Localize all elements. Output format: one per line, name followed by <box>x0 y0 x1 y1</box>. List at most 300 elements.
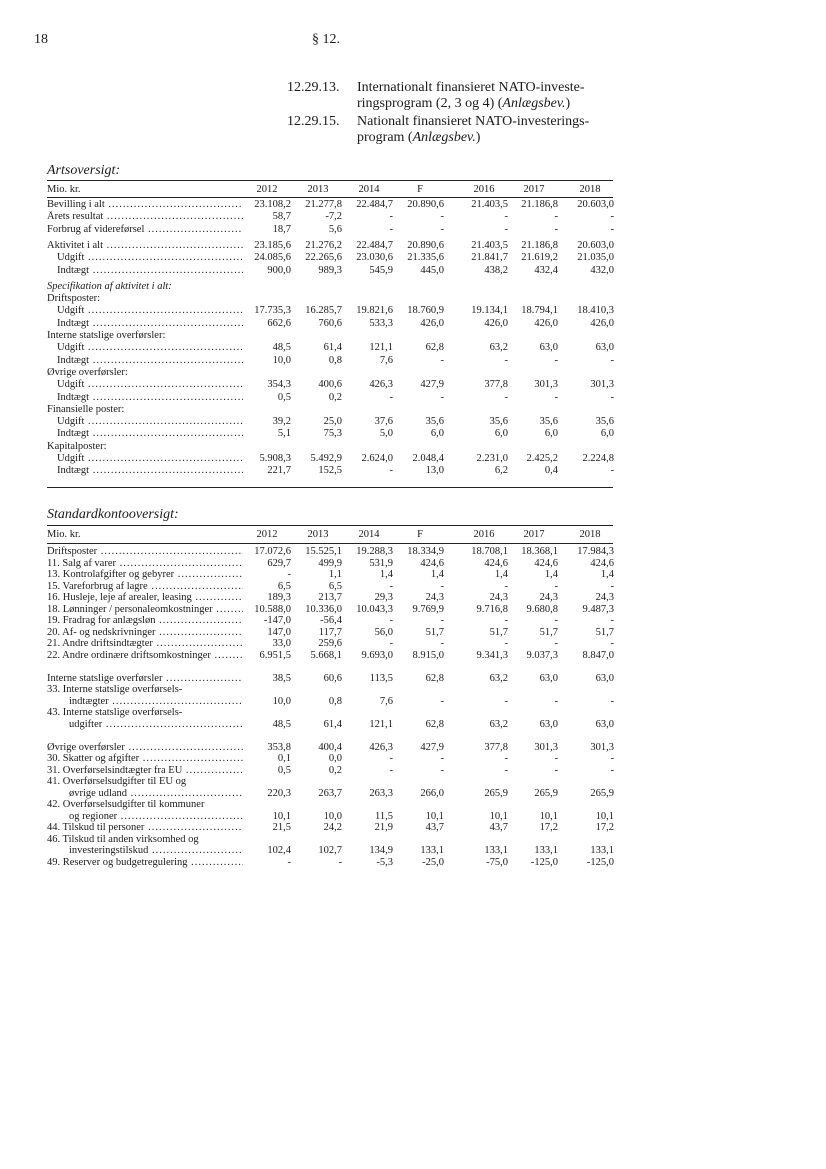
row-label: Øvrige overførsler ..... <box>47 742 243 754</box>
std-row <box>47 788 617 800</box>
arts-rule <box>47 487 613 488</box>
cell-value: 0,2 <box>328 764 342 776</box>
column-header: 2016 <box>473 184 495 195</box>
row-label: Finansielle poster: <box>47 403 125 415</box>
cell-value: 51,7 <box>489 626 508 638</box>
row-label: 44. Tilskud til personer ..... <box>47 822 243 834</box>
cell-value: 21.276,2 <box>305 239 342 251</box>
cell-value: 17.735,3 <box>254 305 291 317</box>
cell-value: 6,0 <box>544 428 558 440</box>
cell-value: 24,3 <box>489 592 508 603</box>
cell-value: 10.588,0 <box>254 603 291 615</box>
row-label: Forbrug af videreførsel ..... <box>47 224 243 236</box>
cell-value: 51,7 <box>595 626 614 638</box>
cell-value: 1,4 <box>430 569 444 580</box>
cell-value: - <box>389 753 393 764</box>
cell-value: 9.680,8 <box>526 603 558 615</box>
cell-value: 426,0 <box>534 317 558 329</box>
cell-value: 18.760,9 <box>407 305 444 317</box>
cell-value: 1,1 <box>328 569 342 580</box>
cell-value: 48,5 <box>272 718 291 730</box>
row-label: Indtægt ..... <box>47 265 243 277</box>
cell-value: - <box>610 580 614 592</box>
std-row <box>47 558 617 570</box>
cell-value: 15.525,1 <box>305 546 342 557</box>
cell-value: - <box>610 465 614 477</box>
cell-value: 21.403,5 <box>471 199 508 210</box>
arts-row <box>47 211 617 223</box>
cell-value: 6.951,5 <box>259 649 291 661</box>
cell-value: 427,9 <box>420 741 444 753</box>
cell-value: - <box>389 615 393 626</box>
cell-value: - <box>610 615 614 626</box>
cell-value: 8.847,0 <box>582 649 614 661</box>
row-label: Udgift ..... <box>47 252 243 264</box>
cell-value: 48,5 <box>272 342 291 354</box>
arts-row <box>47 281 617 293</box>
cell-value: 189,3 <box>267 592 291 603</box>
row-label: indtægter ..... <box>47 696 243 708</box>
cell-value: 21.186,8 <box>521 199 558 210</box>
arts-row <box>47 453 617 465</box>
cell-value: 0,0 <box>328 753 342 764</box>
cell-value: - <box>440 223 444 235</box>
cell-value: 7,6 <box>379 695 393 707</box>
cell-value: 63,2 <box>489 342 508 354</box>
cell-value: 10,0 <box>272 354 291 366</box>
row-label: Driftsposter: <box>47 293 101 305</box>
cell-value: - <box>610 211 614 223</box>
row-label: 43. Interne statslige overførsels- <box>47 707 183 718</box>
cell-value: 1,4 <box>494 569 508 580</box>
cell-value: 424,6 <box>590 557 614 569</box>
cell-value: - <box>554 354 558 366</box>
row-label: Bevilling i alt ..... <box>47 199 243 211</box>
row-label: Udgift ..... <box>47 453 243 465</box>
arts-row <box>47 379 617 391</box>
cell-value: 51,7 <box>425 626 444 638</box>
std-row <box>47 776 617 788</box>
cell-value: 265,9 <box>590 787 614 799</box>
cell-value: 424,6 <box>534 557 558 569</box>
cell-value: - <box>440 638 444 649</box>
cell-value: 662,6 <box>267 317 291 329</box>
row-label: investeringstilskud ..... <box>47 845 243 857</box>
row-label: øvrige udland ..... <box>47 788 243 800</box>
cell-value: - <box>504 615 508 626</box>
cell-value: - <box>554 695 558 707</box>
cell-value: 10,1 <box>539 810 558 822</box>
cell-value: 24,2 <box>323 822 342 833</box>
cell-value: - <box>610 354 614 366</box>
cell-value: 39,2 <box>272 416 291 428</box>
cell-value: 33,0 <box>272 638 291 649</box>
column-header: 2018 <box>579 184 601 195</box>
cell-value: 19.288,3 <box>356 546 393 557</box>
cell-value: 263,7 <box>318 787 342 799</box>
cell-value: 62,8 <box>425 672 444 684</box>
cell-value: 24.085,6 <box>254 252 291 264</box>
cell-value: 113,5 <box>369 672 393 684</box>
cell-value: 426,3 <box>369 741 393 753</box>
artsoversigt-title: Artsoversigt: <box>47 163 121 178</box>
cell-value: 17.984,3 <box>577 546 614 557</box>
cell-value: 102,4 <box>267 845 291 856</box>
row-label: 49. Reserver og budgetregulering ..... <box>47 857 243 869</box>
cell-value: - <box>610 764 614 776</box>
cell-value: 22.484,7 <box>356 239 393 251</box>
cell-value: 531,9 <box>369 557 393 569</box>
cell-value: 426,0 <box>420 317 444 329</box>
cell-value: 1,4 <box>379 569 393 580</box>
cell-value: - <box>504 695 508 707</box>
row-label: 42. Overførselsudgifter til kommuner <box>47 799 205 810</box>
column-header: 2014 <box>358 529 380 540</box>
arts-row <box>47 367 617 379</box>
cell-value: 11,5 <box>375 810 393 822</box>
cell-value: 377,8 <box>484 379 508 391</box>
cell-value: 17.072,6 <box>254 546 291 557</box>
cell-value: 20.603,0 <box>577 199 614 210</box>
row-label: 15. Vareforbrug af lagre ..... <box>47 581 243 593</box>
cell-value: 51,7 <box>539 626 558 638</box>
program-title-line: Nationalt finansieret NATO-investerings- <box>357 114 590 129</box>
cell-value: - <box>389 391 393 403</box>
section-number: § 12. <box>312 32 340 47</box>
cell-value: 18.794,1 <box>521 305 558 317</box>
cell-value: 427,9 <box>420 379 444 391</box>
cell-value: -125,0 <box>586 856 614 868</box>
std-row <box>47 845 617 857</box>
std-row <box>47 765 617 777</box>
program-title-line: Internationalt finansieret NATO-investe- <box>357 80 585 95</box>
cell-value: 545,9 <box>369 264 393 276</box>
cell-value: 21.403,5 <box>471 239 508 251</box>
cell-value: 8.915,0 <box>412 649 444 661</box>
cell-value: 23.108,2 <box>254 199 291 210</box>
cell-value: - <box>389 465 393 477</box>
cell-value: 19.134,1 <box>471 305 508 317</box>
cell-value: 62,8 <box>425 342 444 354</box>
cell-value: 10,1 <box>489 810 508 822</box>
cell-value: 63,0 <box>539 718 558 730</box>
cell-value: 35,6 <box>425 416 444 428</box>
std-row <box>47 707 617 719</box>
arts-row <box>47 392 617 404</box>
cell-value: 432,4 <box>534 264 558 276</box>
cell-value: -7,2 <box>325 211 342 223</box>
cell-value: 5.668,1 <box>310 649 342 661</box>
arts-row <box>47 355 617 367</box>
cell-value: 353,8 <box>267 741 291 753</box>
program-heading-1 <box>287 80 585 112</box>
row-label: 19. Fradrag for anlægsløn ..... <box>47 615 243 627</box>
cell-value: - <box>504 223 508 235</box>
cell-value: 147,0 <box>267 626 291 638</box>
cell-value: - <box>440 695 444 707</box>
std-row <box>47 857 617 869</box>
cell-value: 2.624,0 <box>361 453 393 464</box>
arts-row <box>47 293 617 305</box>
column-header: 2014 <box>358 184 380 195</box>
row-label: 20. Af- og nedskrivninger ..... <box>47 627 243 639</box>
std-row <box>47 673 617 685</box>
cell-value: 10,1 <box>595 810 614 822</box>
cell-value: 63,0 <box>595 672 614 684</box>
cell-value: - <box>504 354 508 366</box>
cell-value: - <box>504 580 508 592</box>
cell-value: 266,0 <box>420 787 444 799</box>
std-row <box>47 546 617 558</box>
std-row <box>47 811 617 823</box>
cell-value: 6,5 <box>328 580 342 592</box>
cell-value: 121,1 <box>369 718 393 730</box>
cell-value: - <box>389 223 393 235</box>
arts-row <box>47 224 617 236</box>
standardkonto-title: Standardkontooversigt: <box>47 507 179 522</box>
cell-value: - <box>504 638 508 649</box>
cell-value: - <box>440 354 444 366</box>
cell-value: 533,3 <box>369 317 393 329</box>
cell-value: 301,3 <box>534 741 558 753</box>
cell-value: 5.908,3 <box>259 453 291 464</box>
cell-value: - <box>287 856 291 868</box>
cell-value: 18.708,1 <box>471 546 508 557</box>
cell-value: 63,0 <box>595 718 614 730</box>
row-label: og regioner ..... <box>47 811 243 823</box>
cell-value: 301,3 <box>590 379 614 391</box>
cell-value: 438,2 <box>484 264 508 276</box>
cell-value: 1,4 <box>544 569 558 580</box>
std-row <box>47 742 617 754</box>
arts-row <box>47 342 617 354</box>
cell-value: 6,0 <box>494 428 508 440</box>
cell-value: 18.368,1 <box>521 546 558 557</box>
cell-value: 20.603,0 <box>577 239 614 251</box>
cell-value: - <box>440 615 444 626</box>
cell-value: 63,0 <box>539 672 558 684</box>
cell-value: 377,8 <box>484 741 508 753</box>
cell-value: 61,4 <box>323 718 342 730</box>
cell-value: - <box>440 391 444 403</box>
cell-value: 6,2 <box>494 465 508 477</box>
cell-value: 0,5 <box>277 764 291 776</box>
cell-value: 21.277,8 <box>305 199 342 210</box>
arts-row <box>47 240 617 252</box>
cell-value: - <box>554 615 558 626</box>
cell-value: 23.185,6 <box>254 239 291 251</box>
row-label: Specifikation af aktivitet i alt: <box>47 280 172 292</box>
row-label: Interne statslige overførsler: <box>47 330 166 341</box>
std-row <box>47 661 617 673</box>
cell-value: 9.693,0 <box>361 649 393 661</box>
cell-value: 629,7 <box>267 557 291 569</box>
cell-value: 445,0 <box>420 264 444 276</box>
cell-value: - <box>287 569 291 580</box>
std-rule <box>47 543 613 544</box>
cell-value: 17,2 <box>539 822 558 833</box>
cell-value: 37,6 <box>374 416 393 428</box>
cell-value: 424,6 <box>420 557 444 569</box>
cell-value: 152,5 <box>318 465 342 477</box>
cell-value: 9.487,3 <box>582 603 614 615</box>
cell-value: 60,6 <box>323 672 342 684</box>
std-header-row <box>47 529 617 541</box>
cell-value: - <box>610 753 614 764</box>
arts-row <box>47 441 617 453</box>
cell-value: 499,9 <box>318 557 342 569</box>
cell-value: 10.336,0 <box>305 603 342 615</box>
cell-value: 0,2 <box>328 391 342 403</box>
cell-value: 21.619,2 <box>521 252 558 264</box>
cell-value: - <box>504 391 508 403</box>
cell-value: 75,3 <box>323 428 342 440</box>
cell-value: -25,0 <box>422 856 444 868</box>
cell-value: - <box>389 638 393 649</box>
cell-value: -56,4 <box>320 615 342 626</box>
cell-value: 133,1 <box>590 845 614 856</box>
column-header: F <box>417 184 423 195</box>
cell-value: 259,6 <box>318 638 342 649</box>
cell-value: - <box>554 638 558 649</box>
column-header: 2012 <box>256 529 278 540</box>
column-header: 2017 <box>523 184 545 195</box>
row-label: 11. Salg af varer ..... <box>47 558 243 570</box>
cell-value: 426,3 <box>369 379 393 391</box>
cell-value: 0,8 <box>328 695 342 707</box>
cell-value: - <box>554 223 558 235</box>
cell-value: 20.890,6 <box>407 199 444 210</box>
cell-value: 21.186,8 <box>521 239 558 251</box>
cell-value: 213,7 <box>318 592 342 603</box>
cell-value: 7,6 <box>379 354 393 366</box>
row-label: Udgift ..... <box>47 416 243 428</box>
row-label: 18. Lønninger / personaleomkostninger ..... <box>47 604 243 616</box>
std-row <box>47 684 617 696</box>
column-header: F <box>417 529 423 540</box>
cell-value: 21.035,0 <box>577 252 614 264</box>
cell-value: 2.224,8 <box>582 453 614 464</box>
cell-value: 21,5 <box>272 822 291 833</box>
row-label: Aktivitet i alt ..... <box>47 240 243 252</box>
std-row <box>47 753 617 765</box>
arts-row <box>47 265 617 277</box>
row-label: 33. Interne statslige overførsels- <box>47 684 183 695</box>
row-label: Årets resultat ..... <box>47 211 243 223</box>
cell-value: 133,1 <box>420 845 444 856</box>
cell-value: 13,0 <box>425 465 444 477</box>
std-row <box>47 650 617 662</box>
std-row <box>47 730 617 742</box>
column-header: 2018 <box>579 529 601 540</box>
cell-value: 5,0 <box>379 428 393 440</box>
std-row <box>47 615 617 627</box>
cell-value: 21,9 <box>374 822 393 833</box>
cell-value: 24,3 <box>539 592 558 603</box>
cell-value: 6,0 <box>600 428 614 440</box>
cell-value: 18.334,9 <box>407 546 444 557</box>
row-label: Interne statslige overførsler ..... <box>47 673 243 685</box>
std-row <box>47 799 617 811</box>
cell-value: 43,7 <box>425 822 444 833</box>
cell-value: 301,3 <box>590 741 614 753</box>
page-number: 18 <box>34 32 48 47</box>
cell-value: 9.341,3 <box>476 649 508 661</box>
program-heading-2 <box>287 114 589 146</box>
cell-value: 354,3 <box>267 379 291 391</box>
cell-value: - <box>504 211 508 223</box>
cell-value: 16.285,7 <box>305 305 342 317</box>
cell-value: - <box>389 580 393 592</box>
cell-value: 301,3 <box>534 379 558 391</box>
cell-value: - <box>554 580 558 592</box>
row-label: 22. Andre ordinære driftsomkostninger ..... <box>47 650 243 662</box>
cell-value: 265,9 <box>484 787 508 799</box>
cell-value: 426,0 <box>484 317 508 329</box>
cell-value: 43,7 <box>489 822 508 833</box>
cell-value: - <box>554 391 558 403</box>
cell-value: 10,0 <box>272 695 291 707</box>
row-label: 30. Skatter og afgifter ..... <box>47 753 243 765</box>
row-label: 16. Husleje, leje af arealer, leasing ..... <box>47 592 243 604</box>
cell-value: 9.037,3 <box>526 649 558 661</box>
column-header: 2013 <box>307 184 329 195</box>
cell-value: - <box>440 211 444 223</box>
row-label: 13. Kontrolafgifter og gebyrer ..... <box>47 569 243 581</box>
row-label: Udgift ..... <box>47 342 243 354</box>
cell-value: -75,0 <box>486 856 508 868</box>
cell-value: 760,6 <box>318 317 342 329</box>
cell-value: 10,1 <box>425 810 444 822</box>
cell-value: 2.048,4 <box>412 453 444 464</box>
cell-value: 22.265,6 <box>305 252 342 264</box>
cell-value: 17,2 <box>595 822 614 833</box>
cell-value: 24,3 <box>425 592 444 603</box>
cell-value: 58,7 <box>272 211 291 223</box>
arts-header-row <box>47 184 617 196</box>
cell-value: - <box>554 211 558 223</box>
row-label: Udgift ..... <box>47 379 243 391</box>
cell-value: 989,3 <box>318 264 342 276</box>
cell-value: 10.043,3 <box>356 603 393 615</box>
column-header: 2016 <box>473 529 495 540</box>
cell-value: - <box>610 391 614 403</box>
cell-value: 63,0 <box>595 342 614 354</box>
cell-value: 21.335,6 <box>407 252 444 264</box>
cell-value: - <box>389 764 393 776</box>
column-header-unit: Mio. kr. <box>47 529 81 540</box>
cell-value: 61,4 <box>323 342 342 354</box>
std-row <box>47 834 617 846</box>
column-header: 2013 <box>307 529 329 540</box>
cell-value: 0,5 <box>277 391 291 403</box>
row-label: 41. Overførselsudgifter til EU og <box>47 776 187 787</box>
cell-value: 18.410,3 <box>577 305 614 317</box>
cell-value: 121,1 <box>369 342 393 354</box>
cell-value: 9.716,8 <box>476 603 508 615</box>
row-label: Udgift ..... <box>47 305 243 317</box>
cell-value: -125,0 <box>530 856 558 868</box>
cell-value: -147,0 <box>263 615 291 626</box>
arts-rule <box>47 197 613 198</box>
cell-value: 35,6 <box>489 416 508 428</box>
row-label: 46. Tilskud til anden virksomhed og <box>47 833 199 845</box>
arts-row <box>47 318 617 330</box>
cell-value: 19.821,6 <box>356 305 393 317</box>
cell-value: 10,1 <box>272 810 291 822</box>
arts-row <box>47 199 617 211</box>
cell-value: -5,3 <box>376 856 393 868</box>
